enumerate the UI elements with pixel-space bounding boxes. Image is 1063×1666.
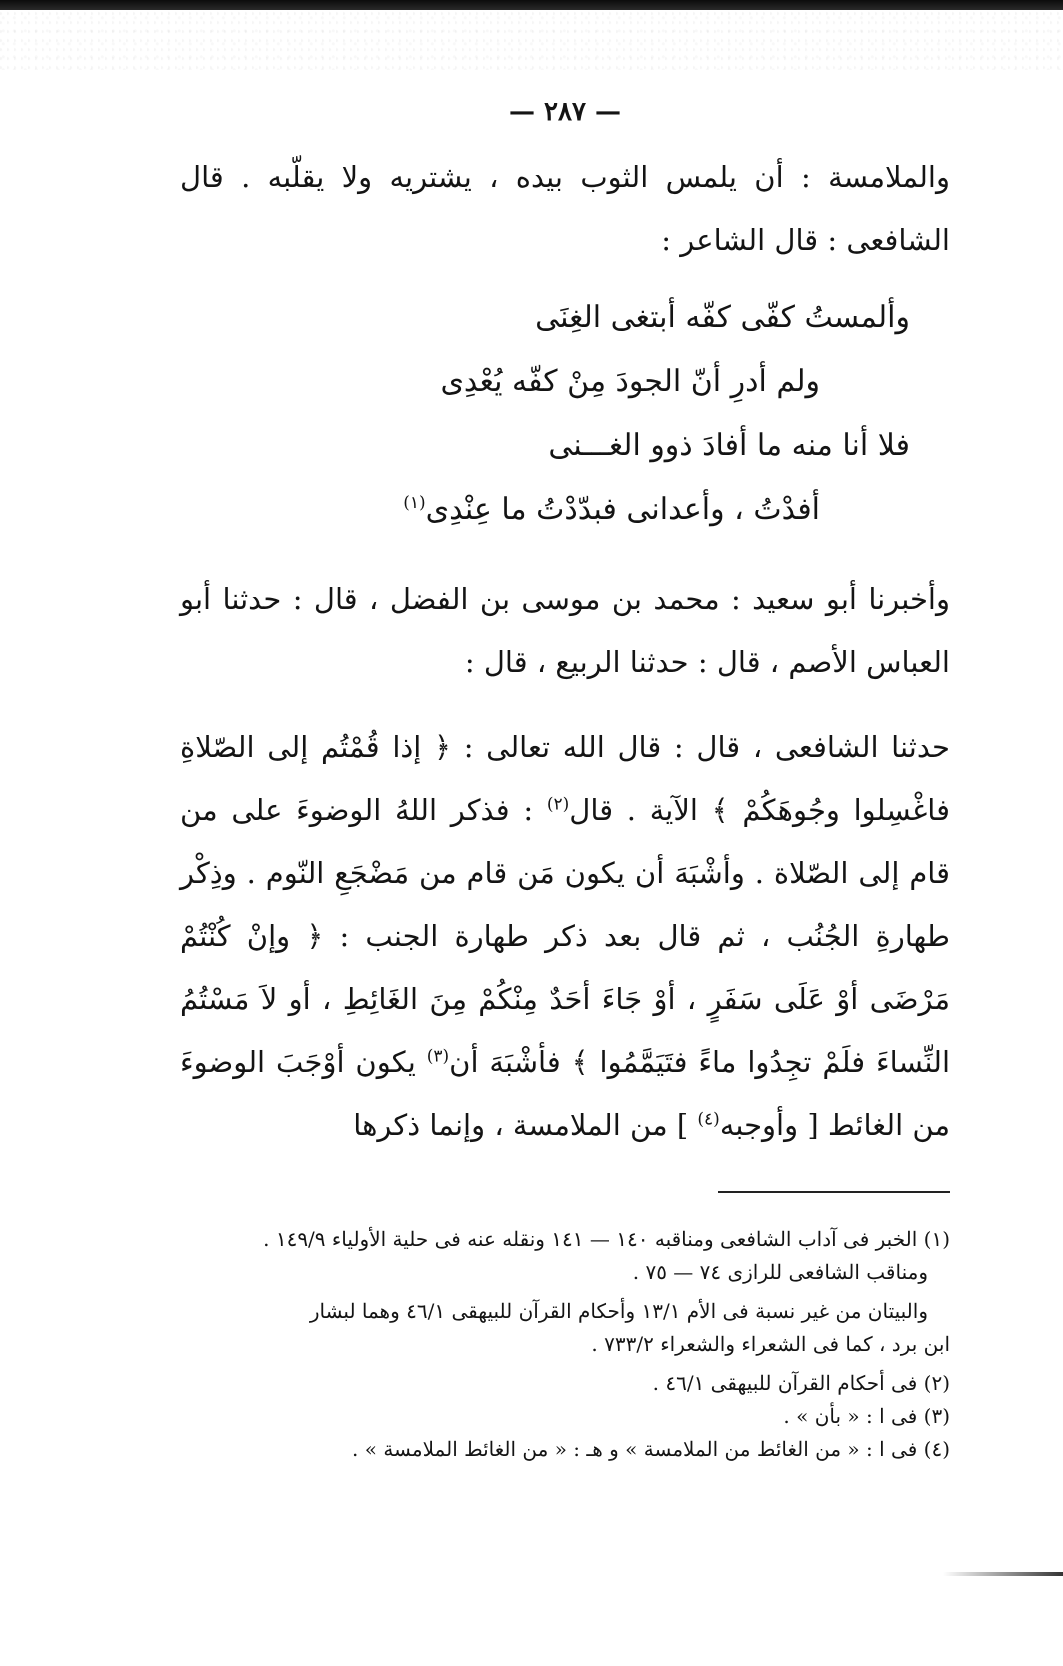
footnote-3: (٣) فى ا : « بأن » . [783, 1404, 950, 1428]
paragraph-wudu [180, 716, 950, 1157]
footnote-separator [718, 1191, 950, 1193]
paragraph-wudu-text-a: حدثنا الشافعى ، قال : قال الله تعالى : ﴿ إذا قُمْتُم إلى الصّلاةِ فاغْسِلوا وجُوهَكُمْ ﴾ الآية . قال [180, 730, 950, 827]
verse-line [180, 478, 950, 542]
footnote-ref[interactable]: (٤) [697, 1109, 720, 1130]
scan-top-edge [0, 0, 1063, 10]
footnote-1-line: ابن برد ، كما فى الشعراء والشعراء ٧٣٣/٢ . [591, 1332, 950, 1356]
scan-bottom-shadow [943, 1572, 1063, 1576]
paragraph-wudu-text-c: يكون أوْجَبَ الوضوءَ من الغائط [ وأوجبه [180, 1045, 950, 1142]
paragraph-mulamasa-text: والملامسة : أن يلمس الثوب بيده ، يشتريه ولا يقلّبه . قال الشافعى : قال الشاعر : [180, 160, 950, 257]
verse-line-text: أفدْتُ ، وأعدانى فبدّدْتُ ما عِنْدِى [425, 492, 820, 527]
footnote-1-line: (١) الخبر فى آداب الشافعى ومناقبه ١٤٠ — ١٤١ ونقله عنه فى حلية الأولياء ١٤٩/٩ . [263, 1227, 950, 1251]
footnote-2: (٢) فى أحكام القرآن للبيهقى ٤٦/١ . [652, 1371, 950, 1395]
paragraph-mulamasa [180, 146, 950, 272]
scan-noise [0, 10, 1063, 70]
paragraph-wudu-text-b: : فذكر اللهُ الوضوءَ على من قام إلى الصّلاة . وأشْبَهَ أن يكون مَن قام من مَضْجَعِ النّوم . وذِكْر طهارةِ الجُنُب ، ثم قال بعد ذكر طهارة الجنب : ﴿ وإنْ كُنْتُمْ مَرْضَى أوْ عَلَى سَفَرٍ ، أوْ جَاءَ أحَدٌ مِنْكُمْ مِنَ الغَائِطِ ، أو لاَ مَسْتُمُ النِّساءَ فلَمْ تجِدُوا ماءً فتَيَمَّمُوا ﴾ فأشْبَهَ أن [180, 793, 950, 1079]
footnotes [180, 1223, 950, 1466]
paragraph-wudu-text-d: ] من الملامسة ، وإنما ذكرها [353, 1108, 698, 1142]
paragraph-isnad-text: وأخبرنا أبو سعيد : محمد بن موسى بن الفضل ، قال : حدثنا أبو العباس الأصم ، قال : حدثنا الربيع ، قال : [180, 582, 950, 679]
footnote-1-line: والبيتان من غير نسبة فى الأم ١٣/١ وأحكام القرآن للبيهقى ٤٦/١ وهما لبشار [309, 1299, 928, 1323]
footnote-ref[interactable]: (٢) [546, 794, 570, 815]
footnote-separator-wrap [180, 1157, 950, 1223]
verse-line: فلا أنا منه ما أفادَ ذوو الغـــنى [548, 428, 910, 463]
page-number: — ٢٨٧ — [508, 97, 622, 127]
poem [180, 286, 950, 542]
verse-line: ولم أدرِ أنّ الجودَ مِنْ كفّه يُعْدِى [440, 364, 820, 399]
paragraph-isnad [180, 568, 950, 694]
footnote-ref[interactable]: (١) [403, 493, 426, 513]
footnote-4: (٤) فى ا : « من الغائط من الملامسة » و هـ : « من الغائط الملامسة » . [352, 1437, 950, 1461]
footnote-1-line: ومناقب الشافعى للرازى ٧٤ — ٧٥ . [632, 1260, 928, 1284]
footnote-ref[interactable]: (٣) [426, 1046, 450, 1067]
book-page [180, 92, 950, 1466]
verse-line: وألمستُ كفّى كفّه أبتغى الغِنَى [535, 300, 910, 335]
